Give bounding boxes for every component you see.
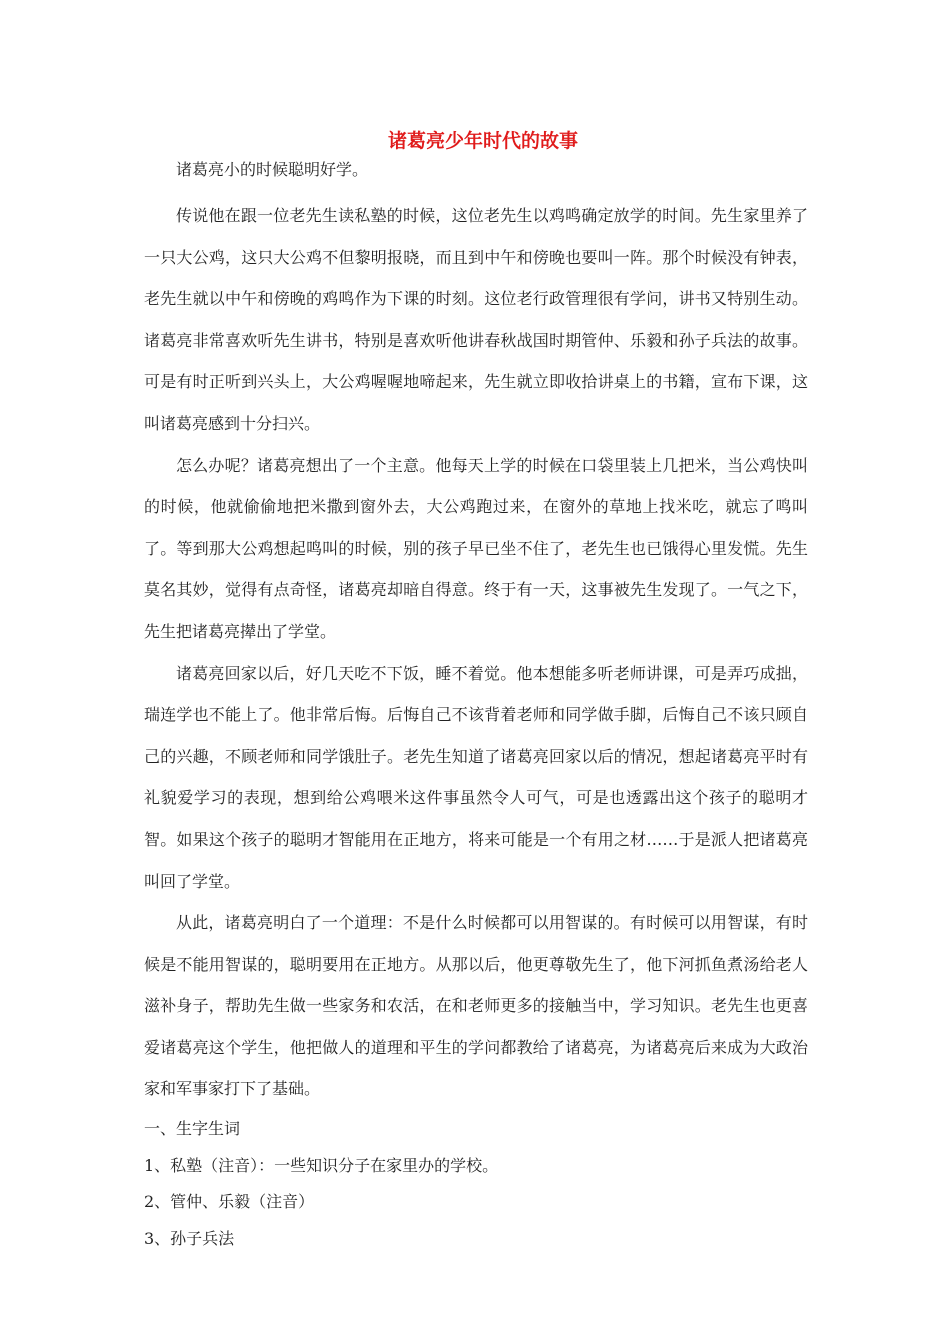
paragraph-rice-trick: 怎么办呢？诸葛亮想出了一个主意。他每天上学的时候在口袋里装上几把米，当公鸡快叫的时候，他就偷偷地把米撒到窗外去，大公鸡跑过来，在窗外的草地上找米吃，就忘了鸣叫了。等到那大公鸡想起鸣叫的时候，别的孩子早已坐不住了，老先生也已饿得心里发慌。先生莫名其妙，觉得有点奇怪，诸葛亮却暗自得意。终于有一天，这事被先生发现了。一气之下，先生把诸葛亮撵出了学堂。 [144, 455, 808, 641]
paragraph-regret: 诸葛亮回家以后，好几天吃不下饭，睡不着觉。他本想能多听老师讲课，可是弄巧成拙，瑞连学也不能上了。他非常后悔。后悔自己不该背着老师和同学做手脚，后悔自己不该只顾自己的兴趣，不顾老师和同学饿肚子。老先生知道了诸葛亮回家以后的情况，想起诸葛亮平时有礼貌爱学习的表现，想到给公鸡喂米这件事虽然令人可气，可是也透露出这个孩子的聪明才智。如果这个孩子的聪明才智能用在正地方，将来可能是一个有用之材……于是派人把诸葛亮叫回了学堂。 [144, 663, 808, 891]
document-content [144, 127, 808, 1257]
vocab-heading: 一、生字生词 [144, 1119, 241, 1139]
paragraph-rooster-school: 传说他在跟一位老先生读私塾的时候，这位老先生以鸡鸣确定放学的时间。先生家里养了一只大公鸡，这只大公鸡不但黎明报晓，而且到中午和傍晚也要叫一阵。那个时候没有钟表，老先生就以中午和傍晚的鸡鸣作为下课的时刻。这位老行政管理很有学问，讲书又特别生动。诸葛亮非常喜欢听先生讲书，特别是喜欢听他讲春秋战国时期管仲、乐毅和孙子兵法的故事。可是有时正听到兴头上，大公鸡喔喔地啼起来，先生就立即收拾讲桌上的书籍，宣布下课，这叫诸葛亮感到十分扫兴。 [144, 206, 808, 433]
paragraph-lesson: 从此，诸葛亮明白了一个道理：不是什么时候都可以用智谋的。有时候可以用智谋，有时候是不能用智谋的，聪明要用在正地方。从那以后，他更尊敬先生了，他下河抓鱼煮汤给老人滋补身子，帮助先生做一些家务和农活，在和老师更多的接触当中，学习知识。老先生也更喜爱诸葛亮这个学生，他把做人的道理和平生的学问都教给了诸葛亮，为诸葛亮后来成为大政治家和军事家打下了基础。 [144, 913, 808, 1099]
paragraph-intro: 诸葛亮小的时候聪明好学。 [176, 160, 369, 179]
document-title: 诸葛亮少年时代的故事 [387, 130, 578, 152]
vocab-item: 3、孙子兵法 [144, 1228, 235, 1248]
vocab-item: 1、私塾（注音）：一些知识分子在家里办的学校。 [144, 1155, 499, 1175]
vocab-item: 2、管仲、乐毅（注音） [144, 1192, 315, 1212]
